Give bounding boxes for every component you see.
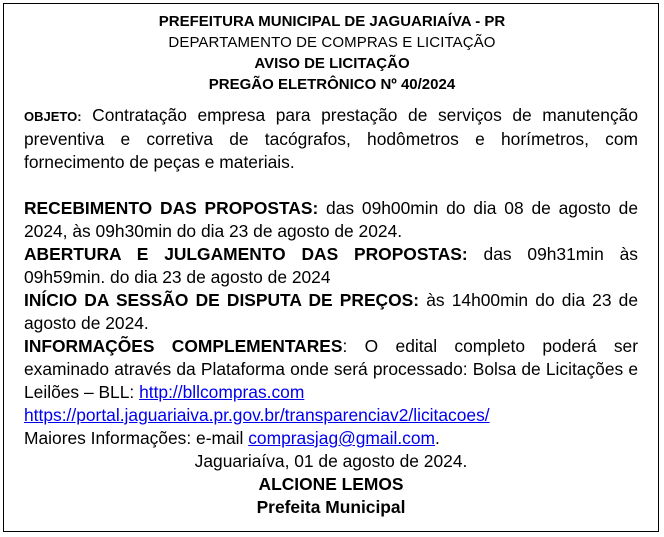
header-municipality: PREFEITURA MUNICIPAL DE JAGUARIAÍVA - PR bbox=[158, 13, 506, 30]
email-link[interactable]: comprasjag@gmail.com bbox=[248, 428, 436, 448]
inicio-text: às 14h00min do dia 23 de agosto de 2024. bbox=[24, 290, 639, 333]
abertura-paragraph bbox=[24, 243, 638, 289]
objeto-paragraph bbox=[24, 104, 638, 174]
objeto-label: OBJETO: bbox=[24, 109, 82, 124]
abertura-text: das 09h31min às 09h59min. do dia 23 de agosto de 2024 bbox=[24, 244, 638, 287]
objeto-text: Contratação empresa para prestação de serviços de manutenção preventiva e corretiva de tacógrafos, hodômetros e horímetros, com fornecimento de peças e materiais. bbox=[24, 105, 638, 172]
contato-text: Maiores Informações: e-mail bbox=[24, 428, 249, 448]
inicio-paragraph bbox=[24, 289, 638, 335]
informacoes-label: INFORMAÇÕES COMPLEMENTARES bbox=[24, 336, 343, 356]
bll-link[interactable]: http://bllcompras.com bbox=[139, 382, 305, 402]
informacoes-text: : O edital completo poderá ser examinado através da Plataforma onde será processado: Bolsa de Licitações e Leilões – BLL: bbox=[24, 336, 638, 402]
signatory-title: Prefeita Municipal bbox=[256, 497, 406, 517]
notice-details bbox=[24, 197, 638, 519]
header-notice-title: AVISO DE LICITAÇÃO bbox=[254, 55, 410, 72]
abertura-label: ABERTURA E JULGAMENTO DAS PROPOSTAS: bbox=[24, 244, 468, 264]
recebimento-text: das 09h00min do dia 08 de agosto de 2024, às 09h30min do dia 23 de agosto de 2024. bbox=[24, 198, 638, 241]
signatory-name: ALCIONE LEMOS bbox=[258, 474, 404, 494]
inicio-label: INÍCIO DA SESSÃO DE DISPUTA DE PREÇOS: bbox=[24, 290, 420, 310]
informacoes-paragraph bbox=[24, 335, 638, 450]
recebimento-paragraph bbox=[24, 197, 638, 243]
recebimento-label: RECEBIMENTO DAS PROPOSTAS: bbox=[24, 198, 319, 218]
place-date: Jaguariaíva, 01 de agosto de 2024. bbox=[194, 451, 468, 471]
header-department: DEPARTAMENTO DE COMPRAS E LICITAÇÃO bbox=[168, 34, 496, 51]
portal-link[interactable]: https://portal.jaguariaiva.pr.gov.br/transparenciav2/licitacoes/ bbox=[24, 405, 490, 425]
header-auction-number: PREGÃO ELETRÔNICO Nº 40/2024 bbox=[208, 76, 456, 93]
contato-end: . bbox=[435, 428, 440, 448]
